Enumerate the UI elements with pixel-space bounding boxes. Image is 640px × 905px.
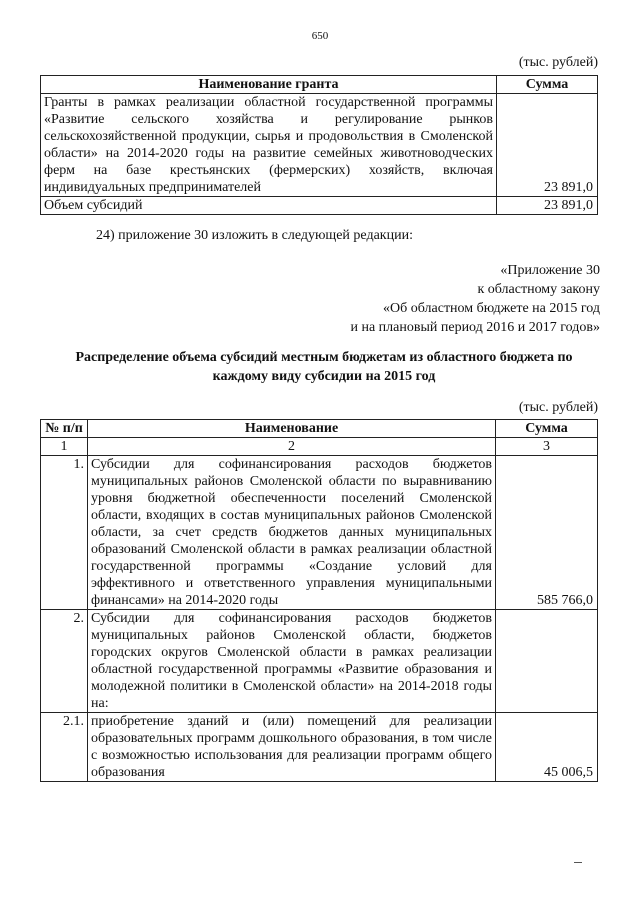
header-name: Наименование — [88, 420, 496, 438]
table-row — [41, 456, 598, 610]
table-header-row — [41, 76, 598, 94]
row-sum: 585 766,0 — [496, 456, 598, 610]
total-sum-cell: 23 891,0 — [497, 197, 598, 215]
amendment-instruction: 24) приложение 30 изложить в следующей редакции: — [96, 228, 413, 243]
grants-table — [40, 75, 598, 215]
table-row — [41, 610, 598, 713]
row-name: Субсидии для софинансирования расходов бюджетов муниципальных районов Смоленской области по выравниванию уровня бюджетной обеспеченности поселений Смоленской области, входящих в состав муниципальных районов Смоленской области, за счет средств бюджетов данных муниципальных образований Смоленской области в рамках реализации областной государственной программы «Создание условий для эффективного и ответственного управления муниципальными финансами» на 2014-2020 годы — [88, 456, 496, 610]
subsidies-table — [40, 419, 598, 782]
section-heading: Распределение объема субсидий местным бюджетам из областного бюджета по каждому виду субсидии на 2015 год — [75, 350, 573, 384]
table2-units: (тыс. рублей) — [518, 400, 598, 415]
header-grant-name: Наименование гранта — [41, 76, 497, 94]
appendix-line: к областному закону — [477, 282, 600, 297]
row-sum: 45 006,5 — [496, 713, 598, 782]
table-row — [41, 94, 598, 197]
header-sum: Сумма — [496, 420, 598, 438]
col-number: 3 — [496, 438, 598, 456]
column-number-row — [41, 438, 598, 456]
row-number: 1. — [41, 456, 88, 610]
row-number: 2. — [41, 610, 88, 713]
col-number: 2 — [88, 438, 496, 456]
row-number: 2.1. — [41, 713, 88, 782]
header-number: № п/п — [41, 420, 88, 438]
appendix-line: и на плановый период 2016 и 2017 годов» — [350, 320, 600, 335]
row-sum — [496, 610, 598, 713]
row-name: приобретение зданий и (или) помещений для реализации образовательных программ дошкольного образования, в том числе с возможностью использования для реализации программ общего образования — [88, 713, 496, 782]
grant-sum-cell: 23 891,0 — [497, 94, 598, 197]
table1-units: (тыс. рублей) — [518, 55, 598, 70]
row-name: Субсидии для софинансирования расходов бюджетов муниципальных районов Смоленской области, бюджетов городских округов Смоленской области в рамках реализации областной государственной программы «Развитие образования и молодежной политики в Смоленской области» на 2014-2018 годы на: — [88, 610, 496, 713]
appendix-block — [350, 261, 600, 337]
col-number: 1 — [41, 438, 88, 456]
table-row — [41, 713, 598, 782]
header-sum: Сумма — [497, 76, 598, 94]
appendix-line: «Об областном бюджете на 2015 год — [383, 301, 600, 316]
appendix-line: «Приложение 30 — [500, 263, 600, 278]
total-label-cell: Объем субсидий — [41, 197, 497, 215]
grant-name-cell: Гранты в рамках реализации областной государственной программы «Развитие сельского хозяйства и регулирование рынков сельскохозяйственной продукции, сырья и продовольствия в Смоленской области» на 2014-2020 годы на развитие семейных животноводческих ферм на базе крестьянских (фермерских) хозяйств, включая индивидуальных предпринимателей — [41, 94, 497, 197]
page-number: 650 — [311, 30, 329, 42]
table-row — [41, 197, 598, 215]
table-header-row — [41, 420, 598, 438]
footer-dash — [574, 862, 582, 863]
